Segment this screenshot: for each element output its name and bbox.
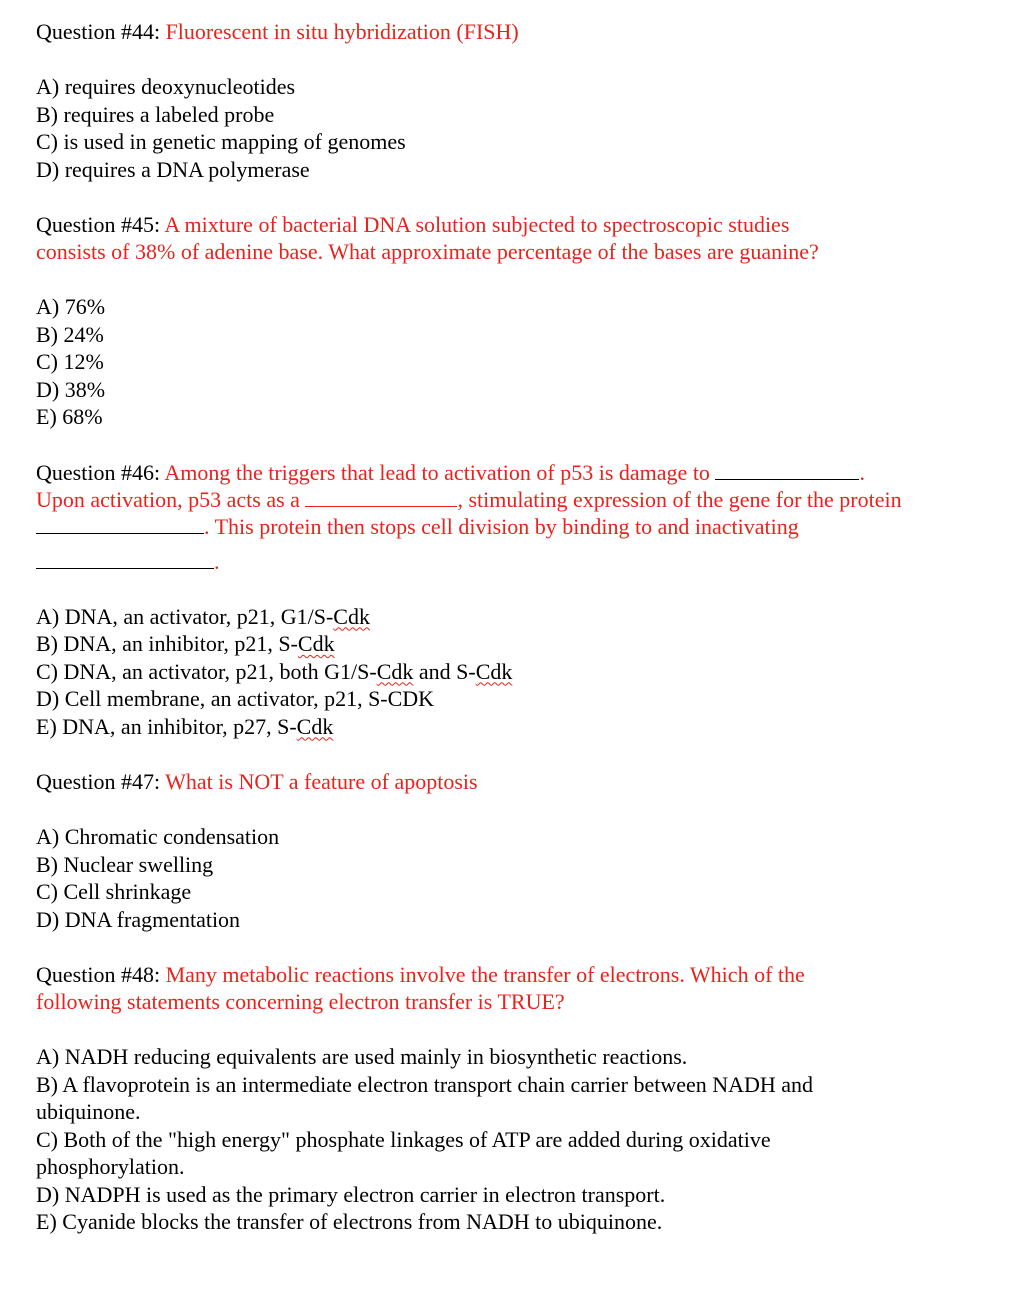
question-44-option-c: C) is used in genetic mapping of genomes	[36, 129, 406, 154]
question-45-options	[36, 293, 986, 431]
question-46-option-b	[36, 630, 986, 658]
question-46-option-d: D) Cell membrane, an activator, p21, S-CDK	[36, 686, 435, 711]
question-48-option-c-line-2: phosphorylation.	[36, 1154, 185, 1179]
question-44-options	[36, 73, 986, 183]
question-47-option-d: D) DNA fragmentation	[36, 906, 241, 932]
spell-flag-cdk: Cdk	[297, 631, 335, 656]
question-46-options	[36, 603, 986, 741]
question-47-label: Question #47:	[36, 769, 166, 794]
question-46-line-4	[36, 548, 986, 575]
question-46-prompt-seg-1: Among the triggers that lead to activation of p53 is damage to	[164, 459, 716, 485]
question-44-option-b: B) requires a labeled probe	[36, 101, 275, 127]
question-44-option-d: D) requires a DNA polymerase	[36, 156, 310, 182]
question-46-period-1: .	[859, 459, 865, 485]
question-46-option-c-text: C) DNA, an activator, p21, both G1/S-	[36, 658, 377, 684]
question-45-label: Question #45:	[36, 212, 165, 237]
question-46-period-2: .	[214, 548, 220, 574]
question-47-option-a: A) Chromatic condensation	[36, 824, 280, 849]
question-46-option-b-text: B) DNA, an inhibitor, p21, S-	[36, 631, 298, 656]
question-46-option-c	[36, 658, 986, 686]
question-48-option-b-line-2: ubiquinone.	[36, 1099, 141, 1124]
question-48	[36, 961, 986, 1236]
question-46-option-e-text: E) DNA, an inhibitor, p27, S-	[36, 713, 297, 739]
question-45-prompt-line-1: A mixture of bacterial DNA solution subjected to spectroscopic studies	[164, 212, 790, 237]
question-46-line-1	[36, 459, 986, 486]
question-47-option-c: C) Cell shrinkage	[36, 879, 192, 904]
question-48-options	[36, 1043, 986, 1236]
answer-blank-2	[305, 488, 457, 507]
question-44-prompt: Fluorescent in situ hybridization (FISH)	[165, 19, 519, 44]
spell-flag-cdk: Cdk	[296, 713, 334, 739]
question-46-line-2	[36, 486, 986, 513]
question-46-line-3	[36, 513, 986, 540]
question-46-label: Question #46:	[36, 459, 165, 485]
question-45-option-b: B) 24%	[36, 321, 104, 347]
question-48-option-d: D) NADPH is used as the primary electron carrier in electron transport.	[36, 1181, 666, 1207]
question-45	[36, 211, 986, 431]
question-46-prompt-seg-4: . This protein then stops cell division by binding to and inactivating	[204, 513, 799, 539]
question-46-prompt-seg-2: Upon activation, p53 acts as a	[36, 486, 306, 512]
question-46-option-c-mid: and S-	[413, 658, 476, 684]
document-page	[36, 18, 986, 1236]
question-44-label: Question #44:	[36, 19, 166, 44]
question-46	[36, 459, 986, 741]
question-47-heading	[36, 768, 986, 795]
question-45-heading	[36, 211, 986, 238]
question-46-option-a-text: A) DNA, an activator, p21, G1/S-	[36, 603, 334, 629]
answer-blank-3	[36, 515, 204, 534]
question-47-option-b: B) Nuclear swelling	[36, 851, 214, 877]
question-45-option-c: C) 12%	[36, 349, 104, 374]
spell-flag-cdk: Cdk	[376, 658, 414, 684]
spell-flag-cdk: Cdk	[475, 658, 513, 684]
question-46-prompt-seg-3: , stimulating expression of the gene for the protein	[457, 486, 902, 512]
answer-blank-4	[36, 550, 214, 569]
question-48-option-e: E) Cyanide blocks the transfer of electrons from NADH to ubiquinone.	[36, 1209, 663, 1234]
question-47	[36, 768, 986, 933]
question-48-heading	[36, 961, 986, 988]
question-44-option-a: A) requires deoxynucleotides	[36, 74, 296, 99]
question-45-option-d: D) 38%	[36, 376, 106, 402]
spell-flag-cdk: Cdk	[333, 603, 370, 629]
question-48-option-b-line-1: B) A flavoprotein is an intermediate electron transport chain carrier between NADH and	[36, 1071, 814, 1097]
question-44	[36, 18, 986, 183]
answer-blank-1	[715, 461, 859, 480]
question-45-option-a: A) 76%	[36, 294, 106, 319]
question-45-prompt-line-2: consists of 38% of adenine base. What approximate percentage of the bases are guanine?	[36, 239, 819, 264]
question-48-option-a: A) NADH reducing equivalents are used mainly in biosynthetic reactions.	[36, 1044, 688, 1069]
question-48-prompt-line-2: following statements concerning electron transfer is TRUE?	[36, 989, 565, 1014]
question-44-heading	[36, 18, 986, 45]
question-47-options	[36, 823, 986, 933]
question-48-label: Question #48:	[36, 962, 166, 987]
question-46-option-e	[36, 713, 986, 741]
question-45-option-e: E) 68%	[36, 404, 103, 429]
question-47-prompt: What is NOT a feature of apoptosis	[165, 769, 478, 794]
question-46-option-a	[36, 603, 986, 631]
question-48-prompt-line-1: Many metabolic reactions involve the transfer of electrons. Which of the	[165, 962, 805, 987]
question-48-option-c-line-1: C) Both of the "high energy" phosphate linkages of ATP are added during oxidative	[36, 1126, 771, 1152]
